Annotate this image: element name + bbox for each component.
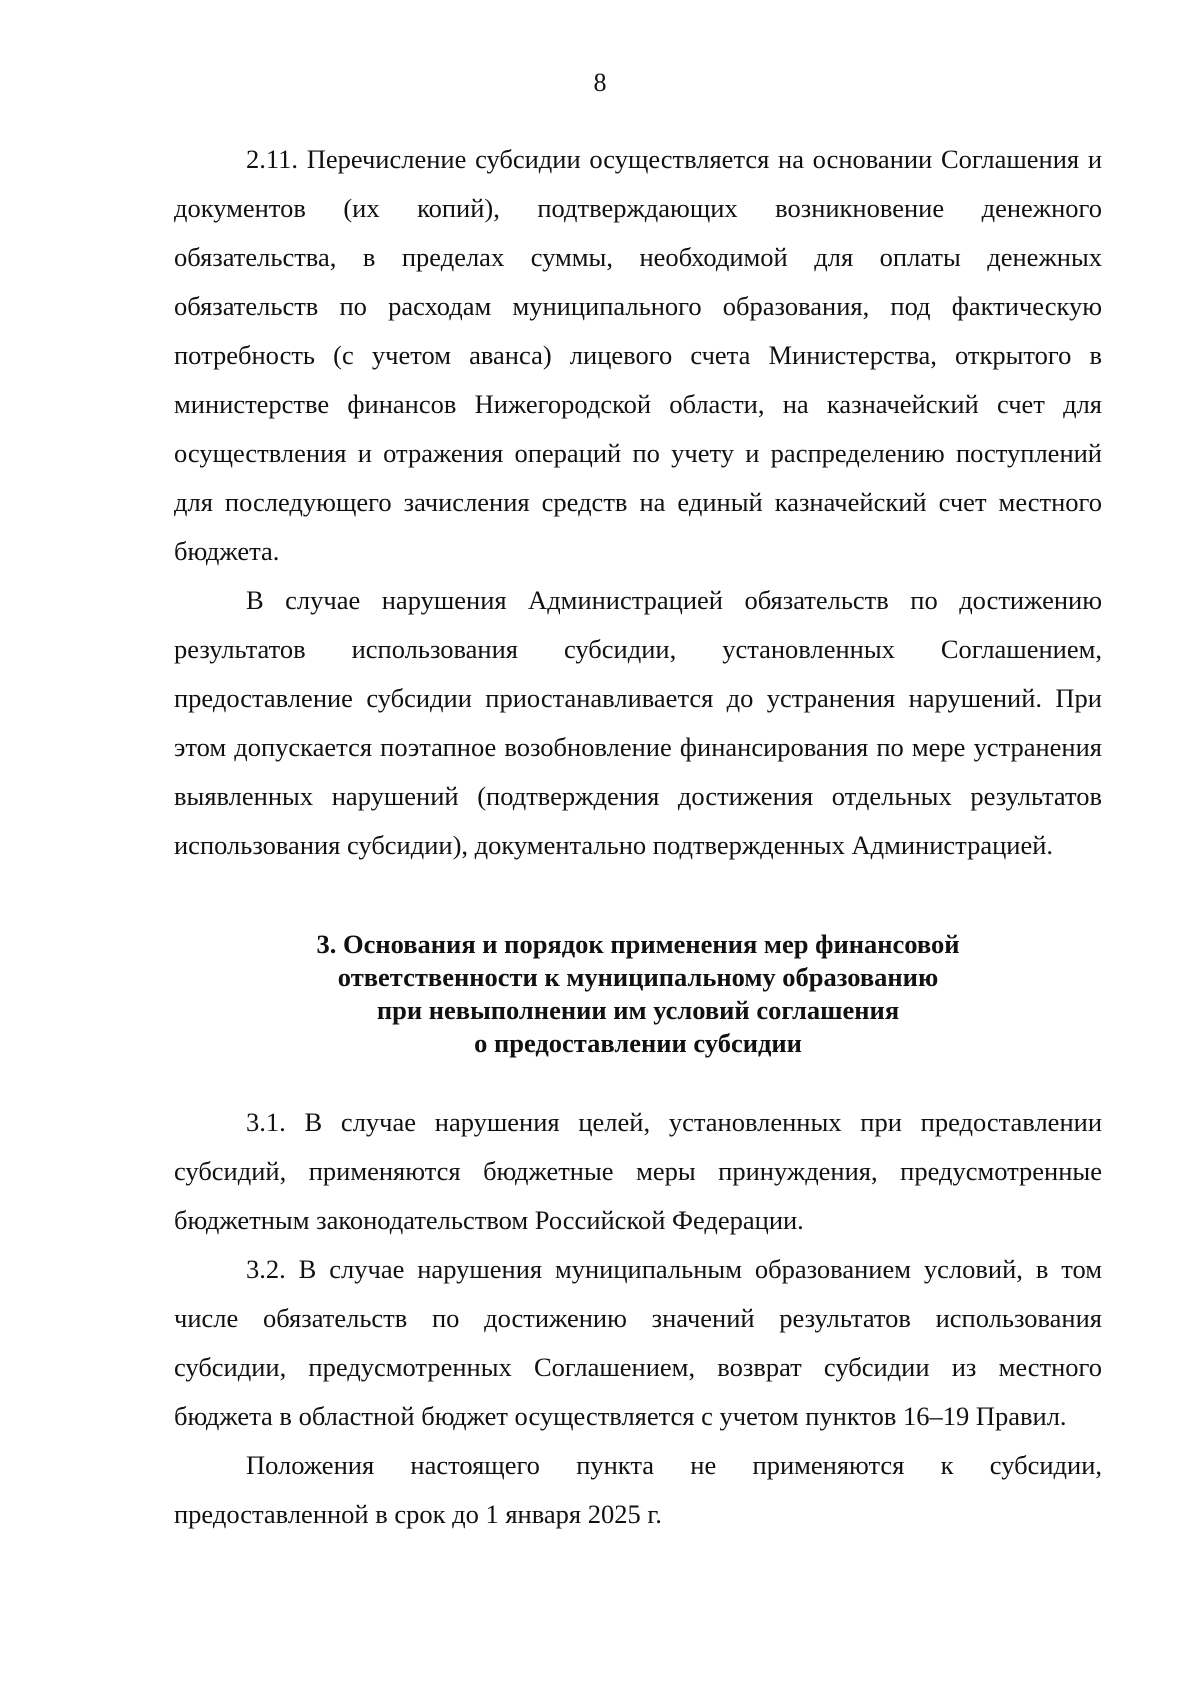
paragraph-3-1: 3.1. В случае нарушения целей, установленных при предоставлении субсидий, применяются бюджетные меры принуждения, предусмотренные бюджетным законодательством Российской Федерации. [174,1107,1102,1235]
page-number: 8 [593,68,607,97]
document-body [174,135,1102,1539]
section-3-heading [174,928,1102,1060]
paragraph-suspension: В случае нарушения Администрацией обязательств по достижению результатов использования субсидии, установленных Соглашением, предоставление субсидии приостанавливается до устранения нарушений. При этом допускается поэтапное возобновление финансирования по мере устранения выявленных нарушений (подтверждения достижения отдельных результатов использования субсидии), документально подтвержденных Администрацией. [174,585,1102,860]
section-heading-line: при невыполнении им условий соглашения [376,995,900,1025]
paragraph-2-11: 2.11. Перечисление субсидии осуществляется на основании Соглашения и документов (их копий), подтверждающих возникновение денежного обязательства, в пределах суммы, необходимой для оплаты денежных обязательств по расходам муниципального образования, под фактическую потребность (с учетом аванса) лицевого счета Министерства, открытого в министерстве финансов Нижегородской области, на казначейский счет для осуществления и отражения операций по учету и распределению поступлений для последующего зачисления средств на единый казначейский счет местного бюджета. [174,144,1102,566]
paragraph-provisions: Положения настоящего пункта не применяются к субсидии, предоставленной в срок до 1 января 2025 г. [174,1450,1102,1529]
section-heading-line: 3. Основания и порядок применения мер финансовой [316,929,960,959]
paragraph-3-2: 3.2. В случае нарушения муниципальным образованием условий, в том числе обязательств по достижению значений результатов использования субсидии, предусмотренных Соглашением, возврат субсидии из местного бюджета в областной бюджет осуществляется с учетом пунктов 16–19 Правил. [174,1254,1102,1431]
section-heading-line: ответственности к муниципальному образованию [337,962,939,992]
section-heading-line: о предоставлении субсидии [474,1028,802,1058]
